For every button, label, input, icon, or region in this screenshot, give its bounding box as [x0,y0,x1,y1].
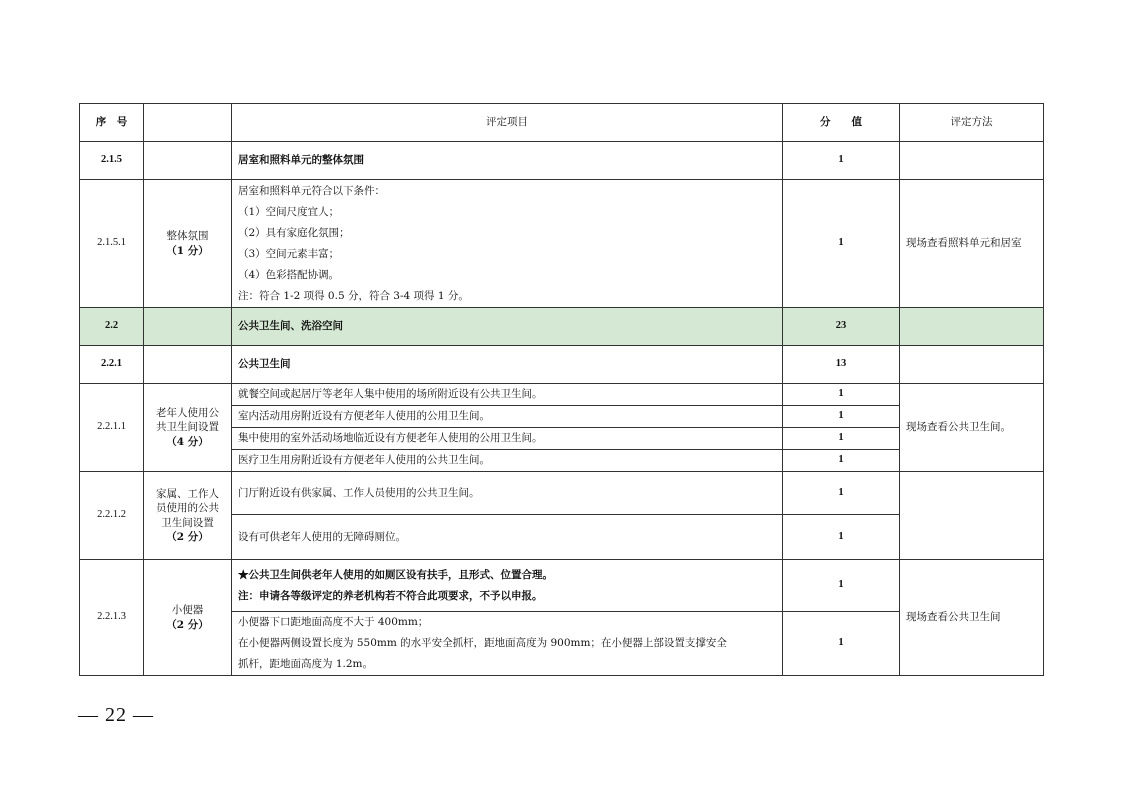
row-seq: 2.2.1.1 [80,384,144,472]
row-item: 设有可供老年人使用的无障碍厕位。 [232,515,783,560]
header-score: 分 值 [783,104,900,142]
row-seq: 2.2.1.2 [80,472,144,560]
evaluation-table [79,103,1044,676]
table-row [80,180,1044,308]
row-seq: 2.2 [80,308,144,346]
row-criterion: 整体氛围 （1 分） [144,180,232,308]
row-method: 现场查看照料单元和居室 [900,180,1044,308]
row-item: 医疗卫生用房附近设有方便老年人使用的公共卫生间。 [232,450,783,472]
row-criterion: 家属、工作人员使用的公共卫生间设置 （2 分） [144,472,232,560]
row-score: 1 [783,180,900,308]
row-item: 集中使用的室外活动场地临近设有方便老年人使用的公用卫生间。 [232,428,783,450]
row-seq: 2.1.5.1 [80,180,144,308]
row-score: 1 [783,450,900,472]
table-row [80,142,1044,180]
row-item: 门厅附近设有供家属、工作人员使用的公共卫生间。 [232,472,783,515]
header-blank [144,104,232,142]
table-row [80,560,1044,612]
row-score: 1 [783,472,900,515]
row-seq: 2.1.5 [80,142,144,180]
row-score: 1 [783,142,900,180]
row-score: 23 [783,308,900,346]
row-item: 室内活动用房附近设有方便老年人使用的公用卫生间。 [232,406,783,428]
row-score: 1 [783,515,900,560]
row-score: 13 [783,346,900,384]
row-item: 公共卫生间、洗浴空间 [232,308,783,346]
row-score: 1 [783,428,900,450]
row-item: 就餐空间或起居厅等老年人集中使用的场所附近设有公共卫生间。 [232,384,783,406]
row-method: 现场查看公共卫生间。 [900,384,1044,472]
row-method: 现场查看公共卫生间 [900,560,1044,676]
row-score: 1 [783,560,900,612]
row-item: 公共卫生间 [232,346,783,384]
row-score: 1 [783,384,900,406]
row-criterion: 老年人使用公共卫生间设置 （4 分） [144,384,232,472]
page-number: — 22 — [78,704,154,726]
row-item: ★公共卫生间供老年人使用的如厕区设有扶手，且形式、位置合理。 注：申请各等级评定的养老机构若不符合此项要求，不予以申报。 [232,560,783,612]
table-row [80,472,1044,515]
row-score: 1 [783,406,900,428]
header-item: 评定项目 [232,104,783,142]
table-header-row [80,104,1044,142]
header-seq: 序 号 [80,104,144,142]
table-row-section [80,308,1044,346]
row-seq: 2.2.1.3 [80,560,144,676]
row-item: 小便器下口距地面高度不大于 400mm； 在小便器两侧设置长度为 550mm 的水平安全抓杆，距地面高度为 900mm；在小便器上部设置支撑安全 抓杆，距地面高度为 1.2m。 [232,612,783,676]
header-method: 评定方法 [900,104,1044,142]
row-seq: 2.2.1 [80,346,144,384]
row-item: 居室和照料单元符合以下条件： （1）空间尺度宜人； （2）具有家庭化氛围； （3）空间元素丰富； （4）色彩搭配协调。 注：符合 1-2 项得 0.5 分，符合 3-4 项得 1 分。 [232,180,783,308]
row-criterion: 小便器 （2 分） [144,560,232,676]
table-row [80,346,1044,384]
row-score: 1 [783,612,900,676]
row-item: 居室和照料单元的整体氛围 [232,142,783,180]
table-row [80,384,1044,406]
